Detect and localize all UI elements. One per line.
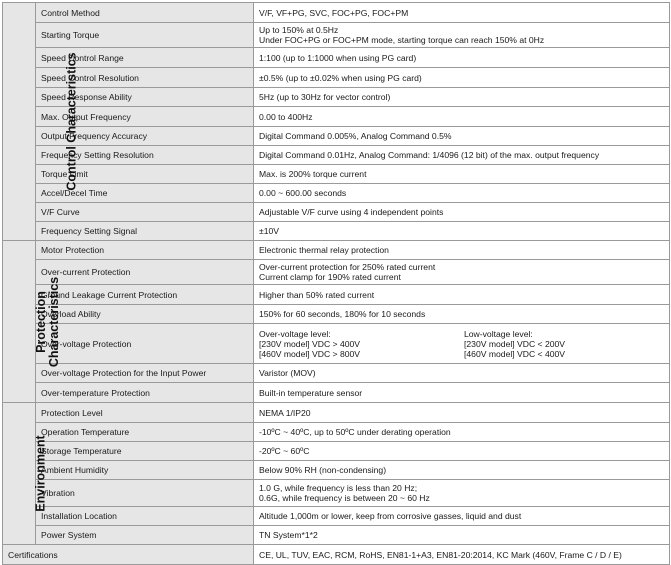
spec-row-motor-protection [3,241,670,260]
value-line: NEMA 1/IP20 [259,407,311,418]
row-label: Power System [36,526,254,545]
value-line: Up to 150% at 0.5Hz [259,25,339,35]
value-line: 1:100 (up to 1:1000 when using PG card) [259,52,417,63]
value-line: 1.0 G, while frequency is less than 20 Hz; [259,483,418,493]
spec-row-storage-temperature [3,442,670,461]
row-label: Certifications [3,545,254,565]
row-value [254,184,670,203]
value-line: Current clamp for 190% rated current [259,272,401,282]
value-line: Built-in temperature sensor [259,387,363,398]
row-label: Frequency Setting Signal [36,222,254,241]
group-title [35,276,61,366]
row-value [254,146,670,165]
value-line: Over-current protection for 250% rated current [259,262,436,272]
row-value [254,48,670,68]
spec-row-starting-torque [3,23,670,48]
row-label: Accel/Decel Time [36,184,254,203]
value-line: ±10V [259,226,280,236]
value-line: Varistor (MOV) [259,368,316,378]
row-label: Protection Level [36,403,254,423]
row-value [254,442,670,461]
spec-row-over-current-protection [3,260,670,285]
group-title-line: Characteristics [47,276,62,367]
spec-row-over-voltage-protection [3,324,670,364]
row-value [254,222,670,241]
spec-row-frequency-setting-resolution [3,146,670,165]
spec-row-output-frequency-accuracy [3,127,670,146]
row-value [254,403,670,423]
group-protection-characteristics [3,241,62,403]
row-label: Max. Output Frequency [36,107,254,127]
row-value [254,305,670,324]
row-value [254,285,670,305]
spec-row-input-power-protection [3,364,670,383]
group-title: Environment [33,435,48,512]
value-line: [460V model] VDC > 800V [259,348,361,359]
value-line: CE, UL, TUV, EAC, RCM, RoHS, EN81-1+A3, EN81-20:2014, KC Mark (460V, Frame C / D / E) [259,549,622,560]
row-value [254,203,670,222]
row-label: Speed Response Ability [36,88,254,107]
value-line: 0.00 ~ 600.00 seconds [259,188,347,198]
row-value [254,324,670,364]
value-line: Under FOC+PG or FOC+PM mode, starting torque can reach 150% at 0Hz [259,35,545,45]
value-line: Max. is 200% torque current [259,169,367,179]
row-value [254,364,670,383]
row-value [254,526,670,545]
row-label: Installation Location [36,507,254,526]
row-value [254,260,670,285]
value-line: Over-voltage level: [259,328,331,339]
spec-row-speed-control-resolution [3,68,670,88]
row-value [254,127,670,146]
value-line: ±0.5% (up to ±0.02% when using PG card) [259,72,422,83]
row-label: Speed Control Resolution [36,68,254,88]
spec-row-vibration [3,480,670,507]
row-value [254,480,670,507]
value-line: TN System*1*2 [259,530,318,540]
value-line: 0.6G, while frequency is between 20 ~ 60 Hz [259,493,430,503]
value-line: Adjustable V/F curve using 4 independent points [259,207,444,217]
spec-row-protection-level [3,403,670,423]
row-label: Control Method [36,3,254,23]
spec-row-max-output-frequency [3,107,670,127]
row-value [254,545,670,565]
over-voltage-level [259,329,464,359]
spec-row-certifications [3,545,670,565]
row-label: Overload Ability [36,305,254,324]
spec-row-installation-location [3,507,670,526]
group-environment [3,403,48,545]
spec-row-ambient-humidity [3,461,670,480]
spec-row-torque-limit [3,165,670,184]
spec-row-power-system [3,526,670,545]
value-line: Below 90% RH (non-condensing) [259,465,387,475]
row-label: Frequency Setting Resolution [36,146,254,165]
spec-row-control-method [3,3,670,23]
row-value [254,68,670,88]
row-value [254,461,670,480]
spec-row-vf-curve [3,203,670,222]
value-line: Digital Command 0.01Hz, Analog Command: 1/4096 (12 bit) of the max. output frequency [259,150,600,160]
value-line: Digital Command 0.005%, Analog Command 0.5% [259,131,452,141]
value-line: 0.00 to 400Hz [259,111,313,122]
row-label: V/F Curve [36,203,254,222]
row-value [254,107,670,127]
row-label: Torque Limit [36,165,254,184]
row-label: Over-current Protection [36,260,254,285]
spec-row-overload-ability [3,305,670,324]
spec-row-operation-temperature [3,423,670,442]
spec-row-ground-leakage [3,285,670,305]
group-title: Control Characteristics [64,52,79,191]
spec-row-accel-decel-time [3,184,670,203]
row-label: Storage Temperature [36,442,254,461]
row-value [254,23,670,48]
spec-row-over-temperature-protection [3,383,670,403]
value-line: 5Hz (up to 30Hz for vector control) [259,92,391,102]
group-title-line: Protection [34,290,49,353]
row-value [254,241,670,260]
value-line: V/F, VF+PG, SVC, FOC+PG, FOC+PM [259,7,409,18]
row-value [254,3,670,23]
row-label: Ground Leakage Current Protection [36,285,254,305]
row-label: Ambient Humidity [36,461,254,480]
row-label: Over-voltage Protection [36,324,254,364]
spec-row-speed-control-range [3,48,670,68]
spec-row-frequency-setting-signal [3,222,670,241]
row-label: Operation Temperature [36,423,254,442]
row-value [254,383,670,403]
value-line: Low-voltage level: [464,328,533,339]
value-line: Altitude 1,000m or lower, keep from corrosive gasses, liquid and dust [259,511,522,521]
value-line: Electronic thermal relay protection [259,245,389,255]
row-value [254,165,670,184]
value-line: 150% for 60 seconds, 180% for 10 seconds [259,309,426,319]
row-value [254,423,670,442]
value-line: -20ºC ~ 60ºC [259,446,310,456]
value-line: Higher than 50% rated current [259,289,375,300]
row-label: Speed Control Range [36,48,254,68]
value-line: [230V model] VDC < 200V [464,338,566,349]
spec-row-speed-response-ability [3,88,670,107]
row-value [254,88,670,107]
row-label: Output Frequency Accuracy [36,127,254,146]
row-value [254,507,670,526]
low-voltage-level [464,329,669,359]
row-label: Over-voltage Protection for the Input Power [36,364,254,383]
row-label: Vibration [36,480,254,507]
row-label: Over-temperature Protection [36,383,254,403]
value-line: [460V model] VDC < 400V [464,348,566,359]
spec-table [2,2,670,565]
row-label: Motor Protection [36,241,254,260]
value-line: -10ºC ~ 40ºC, up to 50ºC under derating operation [259,427,451,437]
value-line: [230V model] VDC > 400V [259,338,361,349]
row-label: Starting Torque [36,23,254,48]
